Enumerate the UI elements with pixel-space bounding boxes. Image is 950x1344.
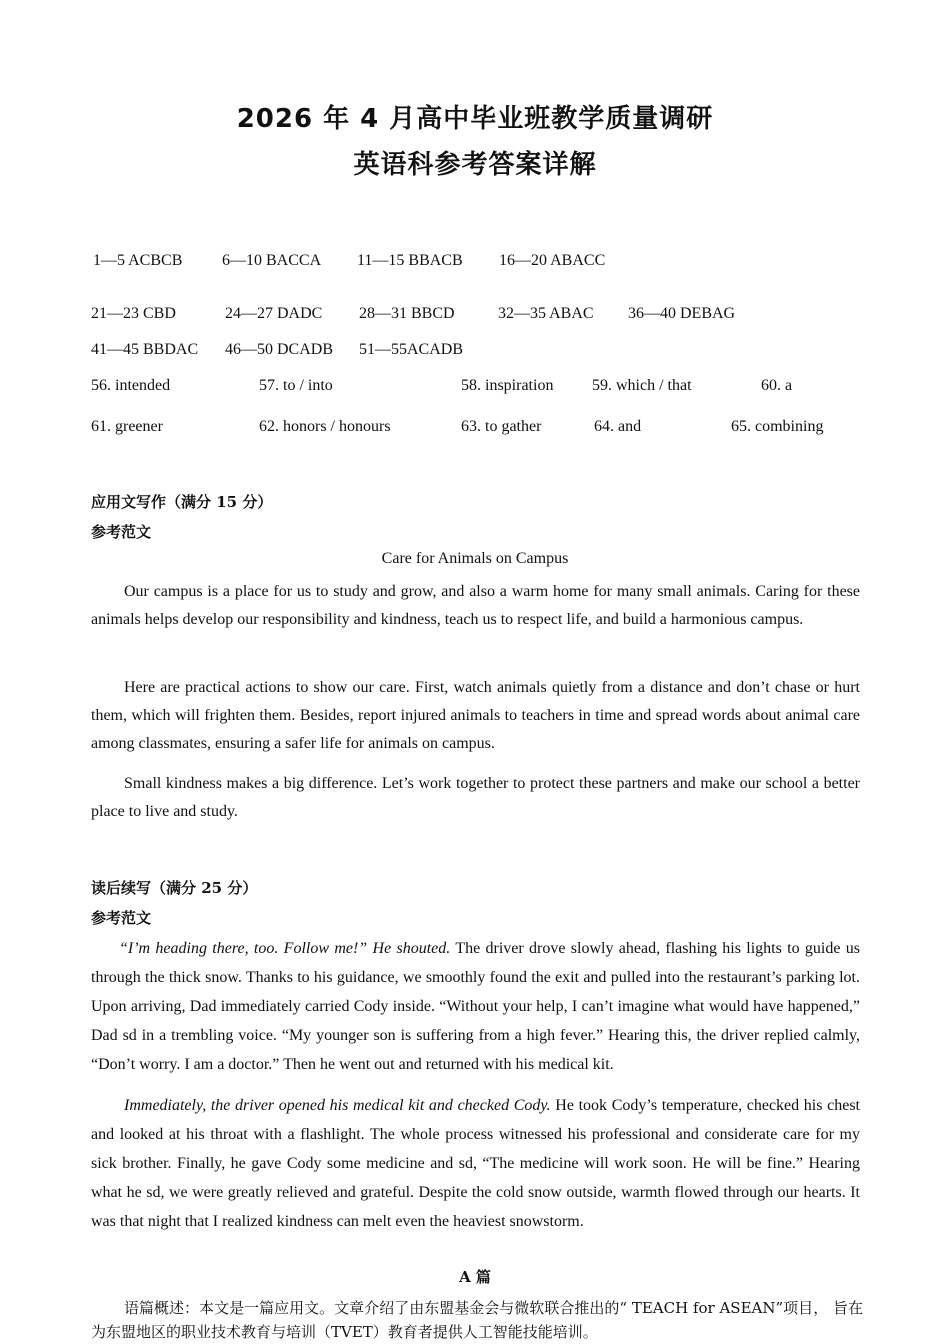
story-lead-sentence: “I’m heading there, too. Follow me!” He shouted. (119, 940, 451, 957)
answer-item: 63. to gather (461, 418, 542, 435)
answer-item: 61. greener (91, 418, 163, 435)
sample-label: 参考范文 (91, 523, 152, 541)
answers-row-3 (0, 341, 950, 363)
answer-item: 57. to / into (259, 377, 333, 394)
page-title-line2: 英语科参考答案详解 (353, 150, 597, 180)
answer-item: 64. and (594, 418, 642, 435)
answer-group: 1—5 ACBCB (93, 252, 183, 269)
answer-group: 24—27 DADC (225, 305, 323, 322)
answers-row-5 (0, 418, 950, 440)
answer-item: 59. which / that (592, 377, 692, 394)
story-paragraph (91, 934, 860, 1079)
answer-group: 16—20 ABACC (499, 252, 606, 269)
answers-row-4 (0, 377, 950, 399)
answer-group: 6—10 BACCA (222, 252, 322, 269)
answer-item: 56. intended (91, 377, 171, 394)
part-a-caption: A 篇 (459, 1268, 491, 1286)
page-title-line1: 2026 年 4 月高中毕业班教学质量调研 (236, 104, 714, 134)
answer-group: 21—23 CBD (91, 305, 176, 322)
answer-group: 41—45 BBDAC (91, 341, 199, 358)
answer-item: 62. honors / honours (259, 418, 391, 435)
answer-group: 28—31 BBCD (359, 305, 455, 322)
story-text: The driver drove slowly ahead, flashing his lights to guide us through the thick snow. Thanks to his guidance, we smoothly found the exit and pulled into the restaurant’s parking lot. Upon arriving, Dad immediately carried Cody inside. “Without your help, I can’t imagine what would have happened,” Dad sd in a trembling voice. “My younger son is suffering from a high fever.” Hearing this, the driver replied calmly, “Don’t worry. I am a doctor.” Then he went out and returned with his medical kit. (91, 940, 860, 1073)
story-text: He took Cody’s temperature, checked his chest and looked at his throat with a flashlight. The whole process witnessed his professional and considerate care for my sick brother. Finally, he gave Cody some medicine and sd, “The medicine will work soon. He will be fine.” Hearing what he sd, we were greatly relieved and grateful. Despite the cold snow outside, warmth flowed through our hearts. It was that night that I realized kindness can melt even the heaviest snowstorm. (91, 1097, 861, 1230)
answer-item: 65. combining (731, 418, 824, 435)
answer-group: 46—50 DCADB (225, 341, 334, 358)
answers-row-2 (0, 305, 950, 327)
sample-label: 参考范文 (91, 909, 152, 927)
answer-group: 32—35 ABAC (498, 305, 594, 322)
part-a-summary: 语篇概述：本文是一篇应用文。文章介绍了由东盟基金会与微软联合推出的“ TEACH for ASEAN”项目， 旨在为东盟地区的职业技术教育与培训（TVET）教育者提供人工智能技能培训。 (91, 1299, 863, 1341)
answer-item: 58. inspiration (461, 377, 554, 394)
essay-paragraph: Small kindness makes a big difference. Let’s work together to protect these partners and make our school a better place to live and study. (91, 775, 860, 820)
answer-item: 60. a (761, 377, 793, 394)
essay-paragraph: Here are practical actions to show our care. First, watch animals quietly from a distance and don’t chase or hurt them, which will frighten them. Besides, report injured animals to teachers in time and spread words about animal care among classmates, ensuring a safer life for animals on campus. (91, 679, 860, 752)
section-heading-writing: 应用文写作（满分 15 分） (91, 493, 273, 511)
story-paragraph (91, 1091, 860, 1236)
answer-group: 36—40 DEBAG (628, 305, 736, 322)
story-lead-sentence: Immediately, the driver opened his medical kit and checked Cody. (124, 1097, 551, 1114)
answer-group: 11—15 BBACB (357, 252, 463, 269)
essay-title: Care for Animals on Campus (381, 550, 569, 567)
answers-row-1 (0, 252, 950, 274)
essay-paragraph: Our campus is a place for us to study and grow, and also a warm home for many small animals. Caring for these animals helps develop our responsibility and kindness, teach us to respect life, and build a harmonious campus. (91, 583, 860, 628)
answer-group: 51—55ACADB (359, 341, 464, 358)
section-heading-continuation: 读后续写（满分 25 分） (91, 879, 258, 897)
